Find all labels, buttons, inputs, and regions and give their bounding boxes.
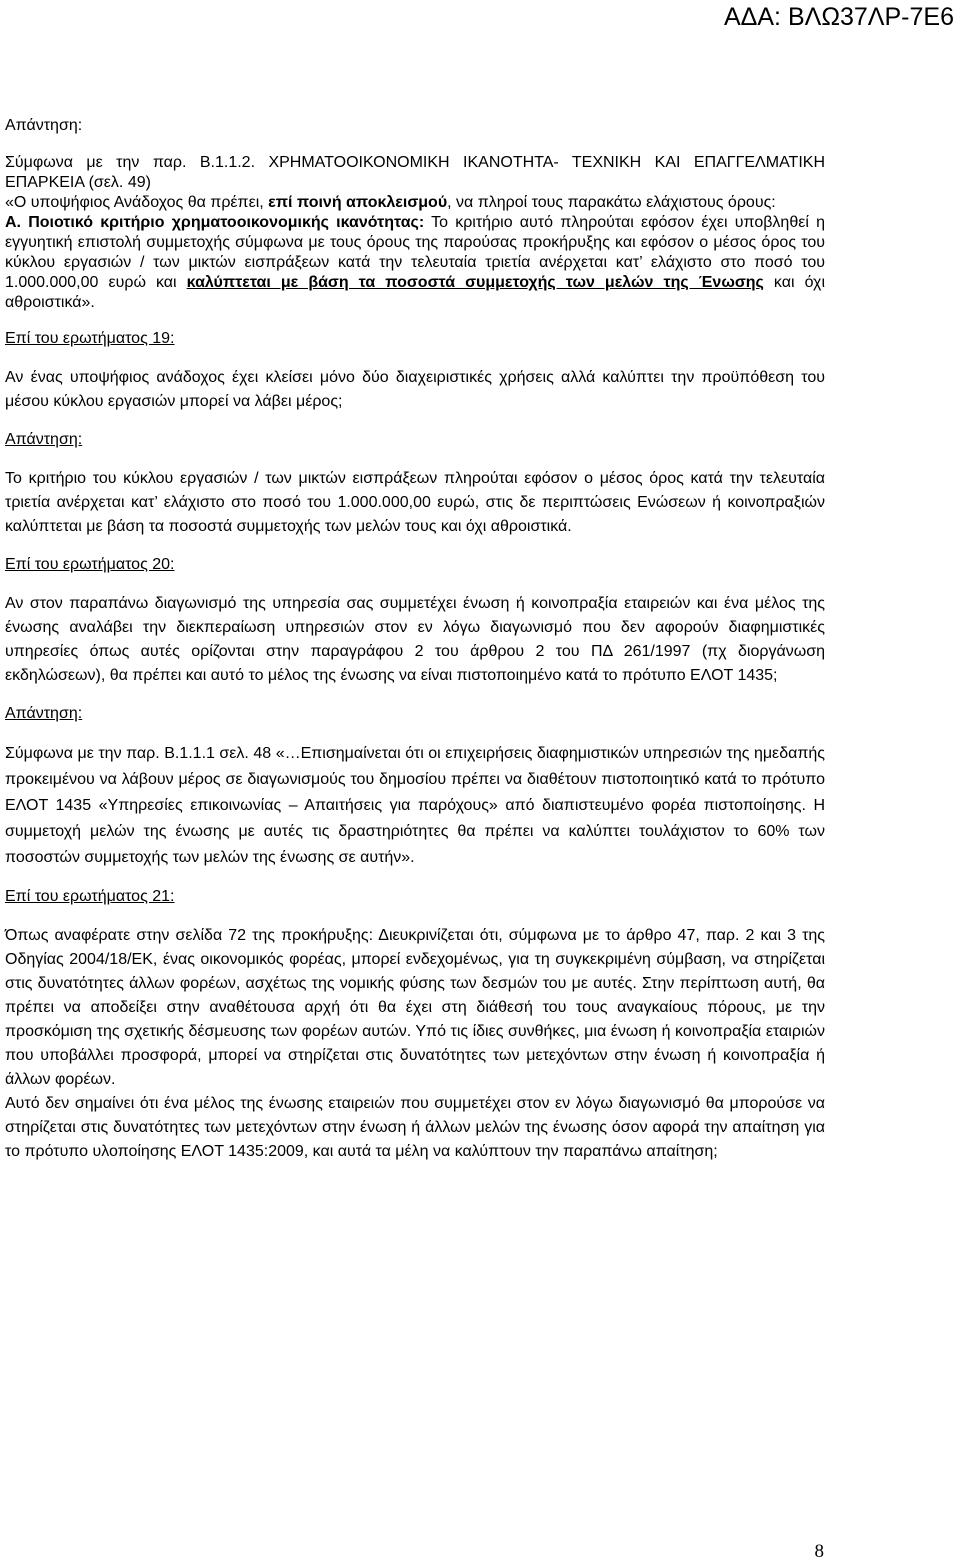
question-20-answer: Σύμφωνα με την παρ. Β.1.1.1 σελ. 48 «…Επισημαίνεται ότι οι επιχειρήσεις διαφημιστικών υπηρεσιών της ημεδαπής προκειμένου να λάβουν μέρος σε διαγωνισμούς του δημοσίου πρέπει να διαθέτουν πιστοποιητικό κατά το πρότυπο ΕΛΟΤ 1435 «Υπηρεσίες επικοινωνίας – Απαιτήσεις για παρόχους» από διαπιστευμένο φορέα πιστοποίησης. Η συμμετοχή μελών της ένωσης με αυτές τις δραστηριότητες θα πρέπει να καλύπτει τουλάχιστον το 60% των ποσοστών συμμετοχής των μελών της ένωσης σε αυτήν». (5, 745, 825, 866)
question-19-heading: Επί του ερωτήματος 19: (5, 330, 175, 347)
question-19-text: Αν ένας υποψήφιος ανάδοχος έχει κλείσει μόνο δύο διαχειριστικές χρήσεις αλλά καλύπτει την προϋπόθεση του μέσου κύκλου εργασιών μπορεί να λάβει μέρος; (5, 369, 825, 410)
question-21-heading: Επί του ερωτήματος 21: (5, 888, 175, 905)
quote-emphasis: επί ποινή αποκλεισμού (268, 194, 448, 211)
question-20-text: Αν στον παραπάνω διαγωνισμό της υπηρεσία σας συμμετέχει ένωση ή κοινοπραξία εταιρειών και ένα μέλος της ένωσης αναλάβει την διεκπεραίωση υπηρεσιών στον εν λόγω διαγωνισμό που δεν αφορούν διαφημιστικές υπηρεσίες όπως αυτές ορίζονται στην παραγράφου 2 του άρθρου 2 του ΠΔ 261/1997 (πχ διοργάνωση εκδηλώσεων), θα πρέπει και αυτό το μέλος της ένωσης να είναι πιστοποιημένο κατά το πρότυπο ΕΛΟΤ 1435; (5, 595, 825, 684)
question-21-text: Όπως αναφέρατε στην σελίδα 72 της προκήρυξης: Διευκρινίζεται ότι, σύμφωνα με το άρθρο 47, παρ. 2 και 3 της Οδηγίας 2004/18/ΕΚ, ένας οικονομικός φορέας, μπορεί ενδεχομένως, για τη συγκεκριμένη σύμβαση, να στηρίζεται στις δυνατότητες άλλων φορέων, ασχέτως της νομικής φύσης των δεσμών του με αυτές. Στην περίπτωση αυτή, θα πρέπει να αποδείξει στην αναθέτουσα αρχή ότι θα έχει στη διάθεσή του τους αναγκαίους πόρους, με την προσκόμιση της σχετικής δέσμευσης των φορέων αυτών. Υπό τις ίδιες συνθήκες, μια ένωση ή κοινοπραξία εταιριών που υποβάλλει προσφορά, μπορεί να στηρίζεται στις δυνατότητες των μετεχόντων στην ένωση ή κοινοπραξία ή άλλων φορέων. (5, 927, 825, 1088)
document-body (5, 116, 825, 1164)
answer-label: Απάντηση: (5, 117, 83, 134)
quote-text: «Ο υποψήφιος Ανάδοχος θα πρέπει, (5, 194, 269, 211)
answer-reference: Σύμφωνα με την παρ. Β.1.1.2. ΧΡΗΜΑΤΟΟΙΚΟΝΟΜΙΚΗ ΙΚΑΝΟΤΗΤΑ- ΤΕΧΝΙΚΗ ΚΑΙ ΕΠΑΓΓΕΛΜΑΤΙΚΗ ΕΠΑΡΚΕΙΑ (σελ. 49) (5, 154, 825, 191)
criterion-emphasis: καλύπτεται με βάση τα ποσοστά συμμετοχής των μελών της Ένωσης (186, 274, 764, 291)
question-19-answer: Το κριτήριο του κύκλου εργασιών / των μικτών εισπράξεων πληρούται εφόσον ο μέσος όρος κατά την τελευταία τριετία ανέρχεται κατ’ ελάχιστο στο ποσό του 1.000.000,00 ευρώ, στις δε περιπτώσεις Ενώσεων ή κοινοπραξιών καλύπτεται με βάση τα ποσοστά συμμετοχής των μελών τους και όχι αθροιστικά. (5, 470, 825, 535)
answer-label: Απάντηση: (5, 431, 83, 448)
quote-text: , να πληροί τους παρακάτω ελάχιστους όρους: (447, 194, 776, 211)
page-number: 8 (814, 1541, 824, 1562)
answer-label: Απάντηση: (5, 705, 83, 722)
criterion-text: Το κριτήριο αυτό πληρούται εφόσον έχει υποβληθεί η εγγυητική επιστολή συμμετοχής σύμφωνα με τους όρους της παρούσας προκήρυξης και εφόσον ο μέσος όρος του κύκλου εργασιών / των μικτών εισπράξεων κατά την τελευταία τριετία ανέρχεται κατ’ ελάχιστο στο ποσό του 1.000.000,00 ευρώ και (5, 214, 826, 291)
answer-quote-intro (5, 193, 825, 213)
question-21-text-continued: Αυτό δεν σημαίνει ότι ένα μέλος της ένωσης εταιρειών που συμμετέχει στον εν λόγω διαγωνισμό θα μπορούσε να στηρίζεται στις δυνατότητες των μετεχόντων στην ένωση ή άλλων μελών της ένωσης όσον αφορά την απαίτηση για το πρότυπο υλοποίησης ΕΛΟΤ 1435:2009, και αυτά τα μέλη να καλύπτουν την παραπάνω απαίτηση; (5, 1095, 825, 1160)
criterion-title: Α. Ποιοτικό κριτήριο χρηματοοικονομικής ικανότητας: (5, 214, 425, 231)
qualitative-criterion-paragraph (5, 213, 825, 313)
question-20-heading: Επί του ερωτήματος 20: (5, 556, 175, 573)
document-ada-code: ΑΔΑ: ΒΛΩ37ΛΡ-7Ε6 (724, 3, 954, 31)
criterion-text: και όχι αθροιστικά». (5, 274, 826, 311)
